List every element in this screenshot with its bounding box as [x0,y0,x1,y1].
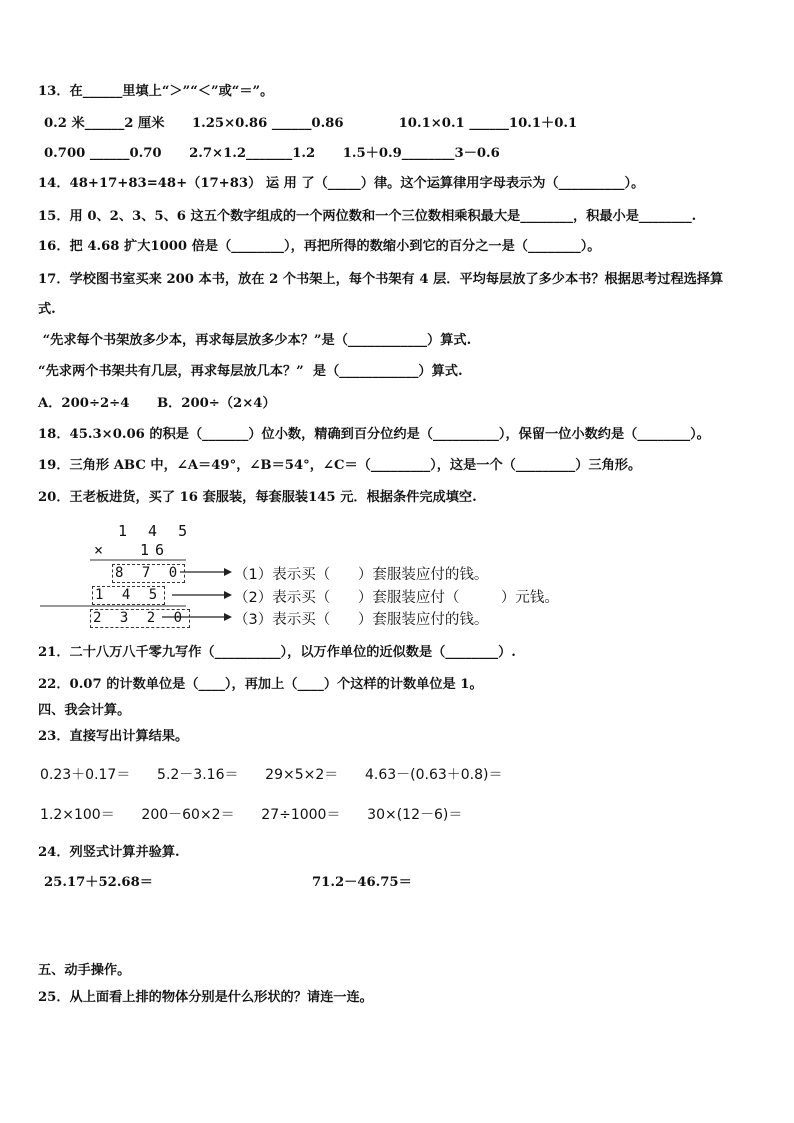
q13-row1: 0.2 米______2 厘米 1.25×0.86 ______0.86 10.1×0.1 ______10.1＋0.1 [44,116,578,131]
q20-title: 20．王老板进货，买了 16 套服装，每套服装145 元．根据条件完成填空. [38,490,477,505]
times-sign: × [94,541,104,559]
step3-description: （3）表示买（ ）套服装应付的钱。 [234,612,489,628]
final-product: 2 3 2 0 [90,609,190,628]
multiplier: 16 [140,541,171,559]
q17-choices: A．200÷2÷4 B．200÷（2×4） [38,396,276,411]
section-4-heading: 四、我会计算。 [38,703,131,718]
q19: 19．三角形 ABC 中，∠A＝49°，∠B＝54°，∠C＝（_________），这是一个（_________）三角形。 [38,458,642,473]
arrow-head-1 [224,568,232,576]
step2-description: （2）表示买（ ）套服装应付（ ）元钱。 [234,590,559,606]
section-5-heading: 五、动手操作。 [38,963,131,978]
q25: 25．从上面看上排的物体分别是什么形状的？请连一连。 [38,990,373,1005]
q13-row2: 0.700 ______0.70 2.7×1.2_______1.2 1.5＋0.9________3－0.6 [44,146,500,161]
arrow-head-3 [224,613,232,621]
q17-line1: 17．学校图书室买来 200 本书，放在 2 个书架上，每个书架有 4 层．平均每层放了多少本书？根据思考过程选择算 [38,272,724,287]
q24-left-problem: 25.17＋52.68＝ [44,875,153,890]
q21: 21．二十八万八千零九写作（__________），以万作单位的近似数是（________）. [38,645,516,660]
q23-title: 23．直接写出计算结果。 [38,729,189,744]
q18: 18．45.3×0.06 的积是（_______）位小数，精确到百分位约是（__________），保留一位小数约是（________）。 [38,427,710,442]
q17-option1: “先求每个书架放多少本，再求每层放多少本？”是（____________）算式. [38,333,472,348]
q14: 14．48+17+83=48+（17+83） 运 用 了（_____）律。这个运算律用字母表示为（__________）。 [38,176,645,191]
q16: 16．把 4.68 扩大1000 倍是（________），再把所得的数缩小到它的百分之一是（________）。 [38,239,601,254]
q23-row1: 0.23＋0.17＝ 5.2－3.16＝ 29×5×2＝ 4.63－(0.63＋0.8)＝ [40,767,503,783]
q24-title: 24．列竖式计算并验算. [38,845,180,860]
partial-product-1: 8 7 0 [112,564,185,583]
arrow-head-2 [224,591,232,599]
q24-right-problem: 71.2－46.75＝ [312,875,412,890]
q23-row2: 1.2×100＝ 200－60×2＝ 27÷1000＝ 30×(12－6)＝ [40,807,463,823]
q22: 22．0.07 的计数单位是（____），再加上（____）个这样的计数单位是 1。 [38,677,483,692]
q13-title: 13．在______里填上“＞”“＜”或“＝”。 [38,84,274,99]
vertical-multiplication [40,520,640,630]
q17-option2: “先求两个书架共有几层，再求每层放几本？” 是（____________）算式. [38,364,463,379]
q17-line2: 式. [38,302,56,317]
step1-description: （1）表示买（ ）套服装应付的钱。 [234,567,489,583]
multiplicand: 1 4 5 [118,522,194,540]
partial-product-2: 1 4 5 [92,586,165,605]
q15: 15．用 0、2、3、5、6 这五个数字组成的一个两位数和一个三位数相乘积最大是________，积最小是________. [38,209,697,224]
